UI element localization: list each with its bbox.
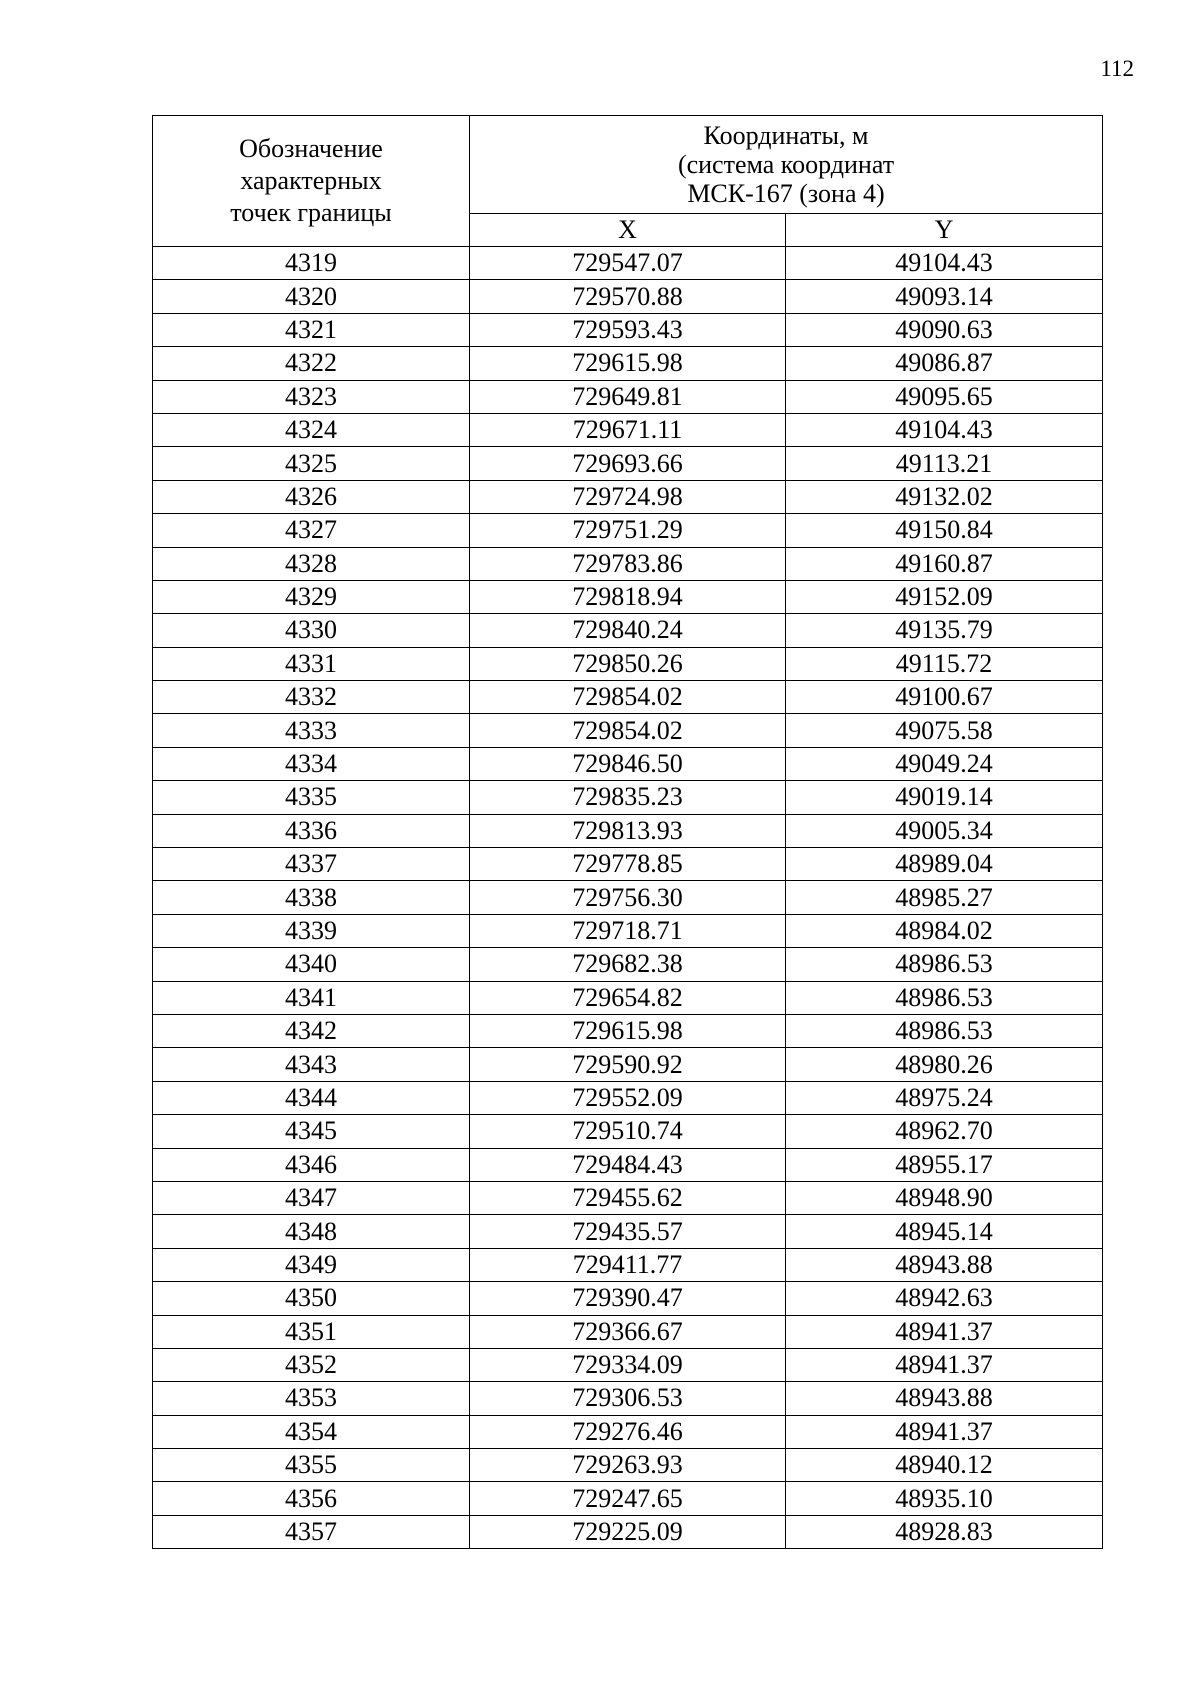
cell-x: 729390.47 <box>470 1282 786 1315</box>
cell-x: 729671.11 <box>470 413 786 446</box>
table-row <box>153 1449 1103 1482</box>
cell-y: 49104.43 <box>786 413 1103 446</box>
cell-x: 729718.71 <box>470 914 786 947</box>
cell-point-id: 4339 <box>153 914 470 947</box>
cell-y: 48942.63 <box>786 1282 1103 1315</box>
cell-y: 48986.53 <box>786 1014 1103 1047</box>
table-row <box>153 1014 1103 1047</box>
cell-x: 729854.02 <box>470 714 786 747</box>
cell-y: 48941.37 <box>786 1315 1103 1348</box>
cell-y: 49100.67 <box>786 681 1103 714</box>
cell-x: 729846.50 <box>470 747 786 780</box>
cell-x: 729850.26 <box>470 647 786 680</box>
cell-point-id: 4357 <box>153 1515 470 1548</box>
table-row <box>153 1482 1103 1515</box>
cell-x: 729654.82 <box>470 981 786 1014</box>
table-row <box>153 1081 1103 1114</box>
cell-point-id: 4322 <box>153 347 470 380</box>
cell-y: 49132.02 <box>786 480 1103 513</box>
table-row <box>153 547 1103 580</box>
cell-y: 49005.34 <box>786 814 1103 847</box>
cell-point-id: 4355 <box>153 1449 470 1482</box>
cell-x: 729615.98 <box>470 1014 786 1047</box>
cell-x: 729334.09 <box>470 1348 786 1381</box>
cell-y: 49093.14 <box>786 280 1103 313</box>
cell-x: 729649.81 <box>470 380 786 413</box>
header-coordinates <box>470 116 1103 214</box>
cell-x: 729813.93 <box>470 814 786 847</box>
table-row <box>153 1348 1103 1381</box>
cell-x: 729840.24 <box>470 614 786 647</box>
page-number: 112 <box>1100 56 1134 81</box>
table-row <box>153 948 1103 981</box>
cell-y: 48943.88 <box>786 1248 1103 1281</box>
table-row <box>153 1382 1103 1415</box>
cell-x: 729593.43 <box>470 313 786 346</box>
cell-x: 729590.92 <box>470 1048 786 1081</box>
table-body <box>153 247 1103 1549</box>
cell-y: 49095.65 <box>786 380 1103 413</box>
table-row <box>153 280 1103 313</box>
header-coords-line: Координаты, м <box>703 121 869 150</box>
cell-point-id: 4342 <box>153 1014 470 1047</box>
table-row <box>153 714 1103 747</box>
cell-y: 49160.87 <box>786 547 1103 580</box>
table-row <box>153 647 1103 680</box>
cell-y: 48948.90 <box>786 1181 1103 1214</box>
header-coords-line: МСК-167 (зона 4) <box>687 179 885 208</box>
cell-point-id: 4345 <box>153 1115 470 1148</box>
cell-point-id: 4335 <box>153 781 470 814</box>
cell-y: 48943.88 <box>786 1382 1103 1415</box>
table-row <box>153 1515 1103 1548</box>
table-row <box>153 848 1103 881</box>
table-row <box>153 814 1103 847</box>
cell-y: 48941.37 <box>786 1348 1103 1381</box>
cell-point-id: 4336 <box>153 814 470 847</box>
cell-x: 729693.66 <box>470 447 786 480</box>
cell-point-id: 4326 <box>153 480 470 513</box>
cell-y: 49113.21 <box>786 447 1103 480</box>
cell-y: 49049.24 <box>786 747 1103 780</box>
cell-point-id: 4354 <box>153 1415 470 1448</box>
cell-x: 729510.74 <box>470 1115 786 1148</box>
cell-y: 49115.72 <box>786 647 1103 680</box>
header-point-line: точек границы <box>230 198 392 227</box>
cell-y: 48980.26 <box>786 1048 1103 1081</box>
cell-y: 48928.83 <box>786 1515 1103 1548</box>
table-header <box>153 116 1103 247</box>
cell-y: 48975.24 <box>786 1081 1103 1114</box>
cell-x: 729411.77 <box>470 1248 786 1281</box>
cell-x: 729263.93 <box>470 1449 786 1482</box>
cell-x: 729854.02 <box>470 681 786 714</box>
table-row <box>153 747 1103 780</box>
cell-point-id: 4343 <box>153 1048 470 1081</box>
table-row <box>153 914 1103 947</box>
cell-point-id: 4356 <box>153 1482 470 1515</box>
cell-y: 49086.87 <box>786 347 1103 380</box>
cell-x: 729615.98 <box>470 347 786 380</box>
cell-y: 49152.09 <box>786 580 1103 613</box>
cell-point-id: 4328 <box>153 547 470 580</box>
cell-y: 49150.84 <box>786 514 1103 547</box>
cell-x: 729547.07 <box>470 247 786 280</box>
cell-y: 49135.79 <box>786 614 1103 647</box>
cell-point-id: 4346 <box>153 1148 470 1181</box>
cell-point-id: 4344 <box>153 1081 470 1114</box>
cell-y: 49104.43 <box>786 247 1103 280</box>
table-row <box>153 247 1103 280</box>
table-row <box>153 1048 1103 1081</box>
table-row <box>153 1415 1103 1448</box>
table-row <box>153 1248 1103 1281</box>
table-row <box>153 514 1103 547</box>
coordinates-table <box>152 115 1103 1549</box>
header-coords-line: (система координат <box>677 150 895 179</box>
cell-point-id: 4341 <box>153 981 470 1014</box>
cell-point-id: 4340 <box>153 948 470 981</box>
cell-y: 48935.10 <box>786 1482 1103 1515</box>
table-row <box>153 447 1103 480</box>
cell-x: 729366.67 <box>470 1315 786 1348</box>
cell-point-id: 4350 <box>153 1282 470 1315</box>
cell-y: 48940.12 <box>786 1449 1103 1482</box>
cell-x: 729778.85 <box>470 848 786 881</box>
cell-point-id: 4330 <box>153 614 470 647</box>
cell-y: 48986.53 <box>786 948 1103 981</box>
cell-y: 48962.70 <box>786 1115 1103 1148</box>
cell-x: 729484.43 <box>470 1148 786 1181</box>
table-row <box>153 781 1103 814</box>
cell-point-id: 4352 <box>153 1348 470 1381</box>
cell-y: 48941.37 <box>786 1415 1103 1448</box>
cell-point-id: 4321 <box>153 313 470 346</box>
table-row <box>153 1148 1103 1181</box>
cell-point-id: 4332 <box>153 681 470 714</box>
cell-point-id: 4347 <box>153 1181 470 1214</box>
cell-x: 729570.88 <box>470 280 786 313</box>
table-row <box>153 981 1103 1014</box>
cell-point-id: 4320 <box>153 280 470 313</box>
cell-point-id: 4337 <box>153 848 470 881</box>
cell-x: 729247.65 <box>470 1482 786 1515</box>
cell-point-id: 4349 <box>153 1248 470 1281</box>
cell-x: 729818.94 <box>470 580 786 613</box>
cell-point-id: 4325 <box>153 447 470 480</box>
cell-x: 729435.57 <box>470 1215 786 1248</box>
cell-point-id: 4319 <box>153 247 470 280</box>
table-row <box>153 681 1103 714</box>
cell-y: 48984.02 <box>786 914 1103 947</box>
cell-x: 729835.23 <box>470 781 786 814</box>
cell-point-id: 4338 <box>153 881 470 914</box>
cell-y: 49090.63 <box>786 313 1103 346</box>
cell-y: 48985.27 <box>786 881 1103 914</box>
header-y: Y <box>786 214 1103 247</box>
cell-y: 48945.14 <box>786 1215 1103 1248</box>
header-point-line: Обозначение <box>239 134 383 163</box>
table-row <box>153 1181 1103 1214</box>
table-row <box>153 1282 1103 1315</box>
cell-y: 48955.17 <box>786 1148 1103 1181</box>
cell-y: 48989.04 <box>786 848 1103 881</box>
cell-y: 49019.14 <box>786 781 1103 814</box>
cell-x: 729276.46 <box>470 1415 786 1448</box>
header-point-line: характерных <box>240 166 382 195</box>
table-row <box>153 1115 1103 1148</box>
table-row <box>153 1215 1103 1248</box>
table-row <box>153 614 1103 647</box>
cell-x: 729225.09 <box>470 1515 786 1548</box>
cell-point-id: 4323 <box>153 380 470 413</box>
header-x: X <box>470 214 786 247</box>
cell-y: 49075.58 <box>786 714 1103 747</box>
cell-x: 729724.98 <box>470 480 786 513</box>
cell-point-id: 4333 <box>153 714 470 747</box>
cell-point-id: 4334 <box>153 747 470 780</box>
table-row <box>153 347 1103 380</box>
cell-x: 729783.86 <box>470 547 786 580</box>
cell-point-id: 4329 <box>153 580 470 613</box>
cell-point-id: 4327 <box>153 514 470 547</box>
cell-point-id: 4324 <box>153 413 470 446</box>
cell-x: 729455.62 <box>470 1181 786 1214</box>
table-row <box>153 1315 1103 1348</box>
cell-point-id: 4353 <box>153 1382 470 1415</box>
cell-x: 729552.09 <box>470 1081 786 1114</box>
cell-point-id: 4331 <box>153 647 470 680</box>
cell-x: 729306.53 <box>470 1382 786 1415</box>
cell-point-id: 4351 <box>153 1315 470 1348</box>
table-row <box>153 881 1103 914</box>
cell-x: 729682.38 <box>470 948 786 981</box>
table-row <box>153 413 1103 446</box>
table-row <box>153 480 1103 513</box>
cell-x: 729751.29 <box>470 514 786 547</box>
cell-y: 48986.53 <box>786 981 1103 1014</box>
table-row <box>153 580 1103 613</box>
table-row <box>153 380 1103 413</box>
header-point-designation <box>153 116 470 247</box>
cell-x: 729756.30 <box>470 881 786 914</box>
cell-point-id: 4348 <box>153 1215 470 1248</box>
table-row <box>153 313 1103 346</box>
